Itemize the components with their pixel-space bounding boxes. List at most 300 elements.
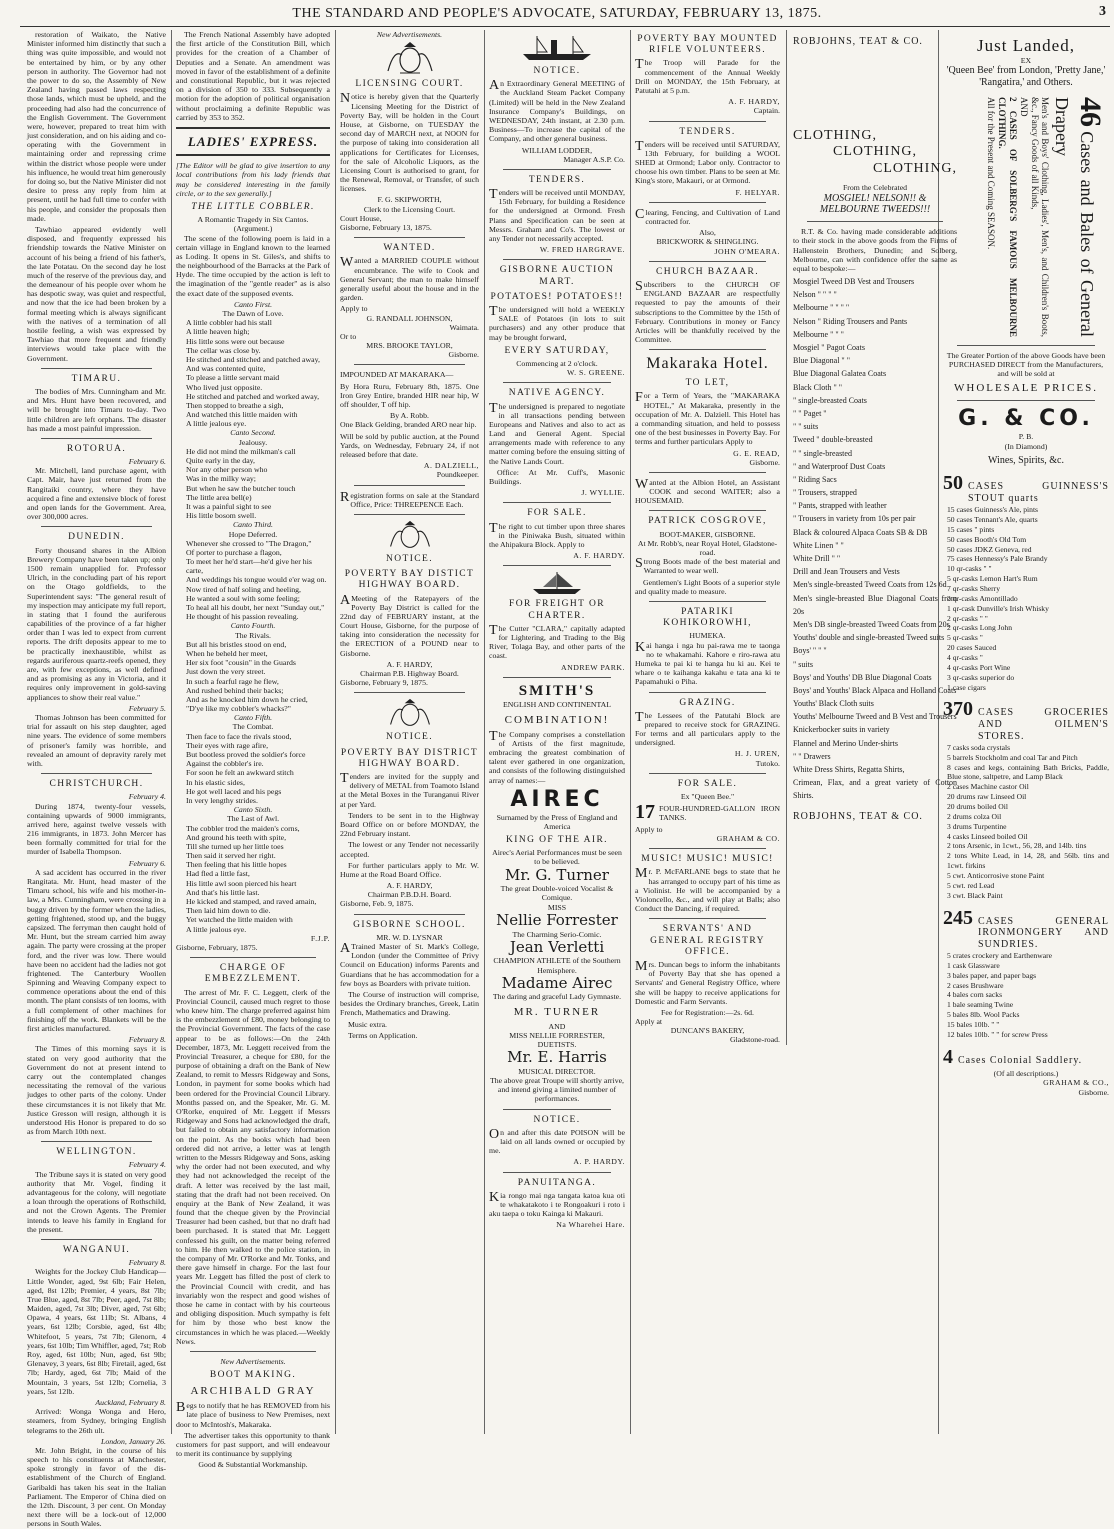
divider xyxy=(41,1141,152,1142)
divider xyxy=(957,400,1095,401)
list-item: 3 cwt. Black Paint xyxy=(947,890,1003,900)
list-item: 5 crates crockery and Earthenware xyxy=(947,950,1052,960)
ad-heading: FOR SALE. xyxy=(527,508,587,519)
ad-heading: GRAZING. xyxy=(679,697,736,708)
canto-subtitle: The Rivals. xyxy=(235,630,271,640)
canto-subtitle: The Combat. xyxy=(232,722,274,732)
newspaper-title: THE STANDARD AND PEOPLE'S ADVOCATE, SATURDAY, FEBRUARY 13, 1875. xyxy=(292,6,822,21)
ad-text: For a Term of Years, the "MAKARAKA HOTEL," At Makaraka, presently in the occupation of Mr. A. Dalziell. This Hotel has a commanding situation, and held to possess one of the best businesses in Poverty Bay. For terms and further particulars Apply to xyxy=(635,390,780,447)
signature: F. HELYAR. xyxy=(735,187,780,197)
poem-subtitle: A Romantic Tragedy in Six Cantos. xyxy=(197,215,309,225)
notice-heading: LICENSING COURT. xyxy=(355,79,464,90)
ad-text: The daring and graceful Lady Gymnaste. xyxy=(492,992,622,1002)
signature: JOHN O'MEARA. xyxy=(714,246,780,256)
list-item: 20 drums raw Linseed Oil xyxy=(947,792,1027,802)
ad-text: Fee for Registration:—2s. 6d. xyxy=(661,1007,754,1017)
list-item: " " single-breasted xyxy=(793,448,852,458)
list-item: 5 barrels Stockholm and coal Tar and Pitch xyxy=(947,752,1078,762)
rotated-drapery-block xyxy=(943,97,1109,337)
canto-subtitle: The Last of Awl. xyxy=(226,814,280,824)
list-item: 4 bales corn sacks xyxy=(947,990,1003,1000)
advertiser-name: ARCHIBALD GRAY xyxy=(190,1385,316,1398)
ad-text: Apply to xyxy=(340,304,368,314)
performer-name: MISS NELLIE FORRESTER, xyxy=(509,1030,605,1040)
notice-text: For further particulars apply to Mr. W. Hume at the Road Board Office. xyxy=(340,860,479,879)
ad-text: The advertiser takes this opportunity to thank customers for past support, and will endeavour to merit its continuance by supplying xyxy=(176,1430,330,1459)
poem-title: THE LITTLE COBBLER. xyxy=(191,201,315,212)
divider xyxy=(503,1109,611,1110)
list-item: 15 cases Guinness's Ale, pints xyxy=(947,505,1039,515)
list-item: 5 cwt. Anticorrosive stone Paint xyxy=(947,870,1045,880)
ad-text: Apply to xyxy=(635,824,663,834)
article-text: The French National Assembly have adopted the first article of the Constitution Bill, which provides for the creation of a Chamber of Deputies and a Senate. An amendment was moved in favor of the establishment of a definite and constitutional Republic, but it was rejected on a division of 350 to 333. Subsequently a motion for the adoption of political organisation without proclaiming a definite Republic was carried by 353 to 352. xyxy=(176,30,330,122)
ad-text: Registration forms on sale at the Standard Office, Price: THREEPENCE Each. xyxy=(340,489,479,509)
divider xyxy=(41,438,152,439)
divider xyxy=(649,510,766,511)
ad-headline: WHOLESALE PRICES. xyxy=(954,382,1098,395)
notice-text: Tenders are invited for the supply and delivery of METAL from Toamoto Island at the Metal Boxes in the Turanganui River at per Yard. xyxy=(340,771,479,809)
ad-heading: FOR SALE. xyxy=(677,778,738,789)
section-heading: TIMARU. xyxy=(71,373,122,384)
divider xyxy=(41,526,152,527)
page-number: 3 xyxy=(1099,4,1106,19)
divider xyxy=(649,773,766,774)
list-item: Blue Diagonal " " xyxy=(793,356,850,366)
list-item: White Drill " " xyxy=(793,554,841,563)
brand-mark: (In Diamond) xyxy=(1004,441,1048,451)
article-text: Mr. Mitchell, land purchase agent, with Capt. Mair, have just returned from the Rangitaiki country, where they have acquired a fine and extensive block of forest and open lands for the Government. Area, over 300,000 acres. xyxy=(27,466,166,522)
ad-text: MUSICAL DIRECTOR. xyxy=(518,1066,596,1076)
ad-text: Airec's Aerial Performances must be seen to be believed. xyxy=(492,848,622,867)
divider xyxy=(41,773,152,774)
list-item: Flannel and Merino Under-shirts xyxy=(793,738,898,748)
location: Gisborne. xyxy=(1078,1087,1109,1097)
ad-subheading: ENGLISH AND CONTINENTAL xyxy=(502,700,612,710)
list-item: 2 qr-casks Amontillado xyxy=(947,593,1018,603)
list-item: 2 cases Brushware xyxy=(947,980,1004,990)
signature-title: Captain. xyxy=(753,106,780,116)
notice-text: Tenders to be sent in to the Highway Board Office on or before MONDAY, the 22nd February instant. xyxy=(340,810,479,839)
location: Tutoko. xyxy=(755,758,780,768)
column-divider xyxy=(484,30,485,1434)
ad-text: The above great Troupe will shortly arrive, and intend giving a limited number of performances. xyxy=(489,1076,625,1104)
ad-subheading: COMBINATION! xyxy=(504,713,610,726)
divider xyxy=(354,914,465,915)
quantity: 245 xyxy=(943,906,973,929)
notice-heading: NOTICE. xyxy=(385,732,433,743)
list-item: " Trousers in variety from 10s per pair xyxy=(793,514,916,524)
ad-heading: WANTED. xyxy=(383,243,436,254)
signature-title: Chairman P.B.D.H. Board. xyxy=(367,890,452,900)
list-item: 15 cases " pints xyxy=(947,524,995,534)
list-item: Nelson " " " " xyxy=(793,290,837,300)
signature-title: Chairman P.B. Highway Board. xyxy=(360,669,459,679)
section-heading: ROTORUA. xyxy=(66,443,127,454)
ad-text: Music extra. xyxy=(348,1019,387,1029)
brand-logo: G. & CO. xyxy=(958,406,1094,432)
signature: H. J. UREN, xyxy=(734,749,780,759)
ad-heading: GISBORNE AUCTION MART. xyxy=(499,265,615,287)
list-item: Mosgiel Tweed DB Vest and Trousers xyxy=(793,277,915,287)
ad-subheading: Ex "Queen Bee." xyxy=(680,792,735,802)
notice-heading: NOTICE. xyxy=(533,1114,581,1125)
article-text: Thomas Johnson has been committed for trial for assault on his step daughter, aged nine years. The evidence of some members of prisoner's family was horrible, and revealed an amount of depravity rarely met with. xyxy=(27,712,166,768)
canto-heading: Canto Third. xyxy=(232,520,273,530)
ad-subheading: HUMEKA. xyxy=(689,631,726,641)
notice-heading: POVERTY BAY DISTICT HIGHWAY BOARD. xyxy=(344,569,475,591)
divider xyxy=(354,364,465,365)
stock-heading xyxy=(943,907,1109,951)
ad-text: The right to cut timber upon three shares in the Piniwaka Bush, situated within the Ahipakura Block. Apply to xyxy=(489,520,625,549)
notice-text: Kia rongo mai nga tangata katoa kua oti te whakatakoto i te Rongoakuri i roto i aku taepa o toku Kainga ki Makauri. xyxy=(489,1189,625,1219)
article-text: Arrived: Wonga Wonga and Hero, steamers, from Sydney, bringing English telegrams to the 26th ult. xyxy=(27,1407,166,1435)
ad-text: One Black Gelding, branded ARO near hip. xyxy=(340,420,477,430)
ad-text: Office: At Mr. Cuff's, Masonic Buildings. xyxy=(489,467,625,487)
stock-title: CASES GROCERIES AND OILMEN'S STORES. xyxy=(978,707,1109,742)
divider xyxy=(41,368,152,369)
royal-crest-icon xyxy=(380,41,440,75)
canto-subtitle: The Dawn of Love. xyxy=(222,309,284,319)
ad-heading: TENDERS. xyxy=(528,174,586,185)
signature: J. WYLLIE. xyxy=(581,488,625,498)
divider xyxy=(649,848,766,849)
ad-headline: CLOTHING, xyxy=(873,160,958,176)
signature: W. S. GREENE. xyxy=(567,368,625,378)
stock-heading xyxy=(943,698,1109,742)
ad-headline: SMITH'S xyxy=(518,682,596,699)
list-item: Men's single-breasted Tweed Coats from 12s 6d xyxy=(793,580,947,590)
stock-title: CASES GUINNESS'S STOUT quarts xyxy=(968,481,1109,505)
canto-subtitle: Jealousy. xyxy=(238,437,268,447)
signature: W. FRED HARGRAVE. xyxy=(539,245,625,255)
list-item: " and Waterproof Dust Coats xyxy=(793,461,886,471)
ad-heading: SERVANTS' AND GENERAL REGISTRY OFFICE. xyxy=(650,924,765,957)
notice-heading: PANUITANGA. xyxy=(517,1177,597,1188)
ad-text: Will be sold by public auction, at the Pound Yards, on Wednesday, February 24, if not released before that date. xyxy=(340,431,479,459)
ad-text: FOUR-HUNDRED-GALLON IRON TANKS. xyxy=(659,803,780,823)
list-item: 4 qr-casks " xyxy=(947,652,983,662)
dateline: Gisborne, Feb. 9, 1875. xyxy=(340,899,414,909)
ad-text: (Of all descriptions.) xyxy=(993,1069,1059,1079)
list-item: 2 tons White Lead, in 14, 28, and 56lb. tins and 1cwt. firkins xyxy=(947,851,1109,871)
signature-title: Clerk to the Licensing Court. xyxy=(363,204,456,214)
ad-text: Tenders will be received until MONDAY, 15th February, for building a Residence for the undersigned at Ormond. Fresh Plans and Specification can be seen at Messrs. Graham and Co's. The lowest or any Tender not necessarily accepted. xyxy=(489,187,625,244)
steamship-icon xyxy=(517,32,597,62)
list-item: " suits xyxy=(793,659,813,669)
notice-text: The lowest or any Tender not necessarily accepted. xyxy=(340,840,479,859)
column-divider xyxy=(630,30,631,1434)
list-item: " " Paget " xyxy=(793,408,827,418)
ad-heading: GISBORNE SCHOOL. xyxy=(353,919,466,930)
list-item: " " Drawers xyxy=(793,751,831,761)
dateline: February 8. xyxy=(128,1035,166,1045)
list-item: " Pants, strapped with leather xyxy=(793,501,887,511)
divider xyxy=(190,957,316,958)
column-divider xyxy=(786,30,787,1045)
location: Waimata. xyxy=(449,322,479,332)
ad-text: The Cutter "CLARA," capitally adapted for Lightering, and Trading to the Big River, Tolaga Bay, and other parts of the coast. xyxy=(489,622,625,661)
list-item: Blue Diagonal Galatea Coats xyxy=(793,369,887,379)
column-divider xyxy=(335,30,336,1434)
ad-text: AND xyxy=(548,1021,566,1031)
notice-text: On and after this date POISON will be laid on all lands owned or occupied by me. xyxy=(489,1126,625,1156)
list-item: Boys' " " " xyxy=(793,646,827,656)
ad-subheading: EVERY SATURDAY, xyxy=(504,345,610,356)
clothing-list xyxy=(793,275,957,803)
list-item: 4 casks Linseed boiled Oil xyxy=(947,831,1028,841)
divider xyxy=(649,261,766,262)
divider xyxy=(649,472,766,473)
notice-text: An Extraordinary General MEETING of the Auckland Steam Packet Company (Limited) will be held in the New Zealand Insurance Company's Buildings, on WEDNESDAY, 24th instant, at 2.30 p.m. Business—To increase the capital of the Company, and other general business. xyxy=(489,78,625,144)
canto-heading: Canto First. xyxy=(233,299,273,309)
list-item: Men's DB single-breasted Tweed Coats from 20s xyxy=(793,619,950,629)
signature: F. G. SKIPWORTH, xyxy=(377,195,442,205)
divider xyxy=(649,349,766,350)
location: Gisborne. xyxy=(448,350,479,360)
signature: G. E. READ, xyxy=(733,448,780,458)
ad-text: Or to xyxy=(340,331,357,341)
poem-argument: The scene of the following poem is laid in a certain village in England known to the learned as Loding. It opens in St. Giles's, and shifts to the neighbourhood of the Barracks at the Park of Hyde. The time occupied by the action is left to the imagination of the "gentle reader" as is also the exact date of the supposed events. xyxy=(176,233,330,298)
ad-text: By A. Robb. xyxy=(390,411,429,421)
list-item: 3 qr-casks superior do xyxy=(947,672,1015,682)
ad-heading: TENDERS. xyxy=(679,126,736,137)
column-6-graham-co xyxy=(940,30,1112,1434)
ad-text: The undersigned is prepared to negotiate in all transactions pending between Europeans and Natives and also to act as Land and General Agent. Special arrangements made with reference to any matter coming before the ensuing sitting of the Native Lands Court. xyxy=(489,400,625,466)
column-5-left xyxy=(635,30,780,1045)
ironmongery-list xyxy=(943,951,1109,1040)
dateline: Gisborne, February 13, 1875. xyxy=(340,223,432,233)
ad-text: Clearing, Fencing, and Cultivation of Land contracted for. xyxy=(635,206,780,227)
ship-names: 'Queen Bee' from London, 'Pretty Jane,' 'Rangatira,' and Others. xyxy=(946,65,1106,89)
section-label: New Advertisements. xyxy=(376,30,443,39)
editor-note: [The Editor will be glad to give insertion to any local contributions from his lady friends that may be considered interesting in the family circle, or to the sex generally.] xyxy=(176,161,330,198)
list-item: White Dress Shirts, Regatta Shirts, xyxy=(793,765,905,774)
list-item: 1 cask Glassware xyxy=(947,960,1000,970)
advertiser-name: ROBJOHNS, TEAT & CO. xyxy=(793,36,923,47)
divider xyxy=(176,127,330,129)
column-divider xyxy=(171,30,172,1434)
ad-heading: PATARIKI KOHIKOROWHI, xyxy=(663,606,752,629)
stock-heading xyxy=(943,472,1109,505)
quantity: 4 xyxy=(943,1045,953,1068)
article-text: A sad accident has occurred in the river Rangitata. Mr. Hunt, head master of the Timaru school, his wife and his mother-in-law, a Mrs. Cunningham, were crossing in a buggy driven by the former when the ladies, getting frightened, stood up, and the buggy capsized. The ferryman then caught hold of Mr. Hunt, but the stream carried him away again. The party were crossing at the proper ford, and the river was low. There would have been no accident had the ladies not got frightened. The Canterbury Woollen Spinning and Weaving Company expect to commence operations about the end of this month. The plant consists of ten looms, with a full complement of other machines for finishing off the work. Blankets will be the first articles manufactured. xyxy=(27,867,166,1033)
ad-heading: IMPOUNDED AT MAKARAKA— xyxy=(340,370,454,380)
ad-text: Surnamed by the Press of England and America xyxy=(496,812,618,831)
list-item: 8 cases and kegs, containing Bath Bricks, Paddle, Blue stone, saltpetre, and Lamp Black xyxy=(947,762,1109,782)
column-3-notices xyxy=(337,30,482,1434)
list-item: Mosgiel " Pagot Coats xyxy=(793,343,865,352)
divider xyxy=(354,514,465,515)
wine-list xyxy=(943,505,1109,692)
divider xyxy=(503,259,611,260)
signature: ANDREW PARK. xyxy=(560,662,625,672)
list-item: White Linen " " xyxy=(793,540,844,550)
canto-heading: Canto Second. xyxy=(230,428,276,438)
ad-headline: Just Landed, xyxy=(977,36,1075,55)
signature: A. F. HARDY, xyxy=(386,881,433,891)
stock-title: Cases Colonial Saddlery. xyxy=(958,1054,1083,1066)
location: Gisborne. xyxy=(749,457,780,467)
divider xyxy=(649,601,766,602)
ad-text: By Hora Ruru, February 8th, 1875. One Iron Grey Entire, branded HIR near hip, W off shoulder, T off hip. xyxy=(340,381,479,410)
list-item: Drill and Jean Trousers and Vests xyxy=(793,567,900,577)
ad-text: The Charming Serio-Comic. xyxy=(512,929,602,939)
dateline: Auckland, February 8. xyxy=(95,1397,166,1407)
ad-subheading: Wines, Spirits, &c. xyxy=(988,454,1064,466)
dateline: February 6. xyxy=(128,457,166,467)
signature: A. F. HARDY. xyxy=(573,551,625,561)
performer-name: Madame Airec xyxy=(501,973,613,992)
ad-headline: Makaraka Hotel. xyxy=(646,355,769,373)
ad-text: Begs to notify that he has REMOVED from his late place of business to New Premises, next door to McIntosh's, Makaraka. xyxy=(176,1400,330,1429)
article-text: restoration of Waikato, the Native Minister informed him distinctly that such a thing was quite impossible, and would not be entertained by him, or by any other person in authority. The Governor had not the power to do so, the Assembly of New Zealand having passed laws respecting those lands, which must be upheld, and the proceeding had also had the concurrence of the English Government. The Government were, however, prepared to treat him with just consideration, and on his aiding and co-operating with the Government in maintaining order and repressing crime within the district whose people were under his influence, he would treat him generously for doing so, but the Native Minister did not desire to press any reply from him at present, until he had full time to confer with his people, and consider the proposals then made. xyxy=(27,30,166,223)
divider xyxy=(957,345,1095,346)
ad-heading: FOR FREIGHT OR CHARTER. xyxy=(509,599,605,621)
list-item: Boys' and Youths' Black Alpaca and Holland Coats xyxy=(793,685,957,695)
ad-text: Tenders will be received until SATURDAY, 13th February, for building a WOOL SHED at Ormond; Labor only. Contractor to choose his own timber. Plans to be seen at Mr. King's store, Makauri, or at Ormond. xyxy=(635,138,780,186)
column-2-ladies-express xyxy=(173,30,333,1470)
list-item: 2 tons Arsenic, in 1cwt., 56, 28, and 14lb. tins xyxy=(947,841,1087,851)
list-item: Nelson " Riding Trousers and Pants xyxy=(793,316,908,326)
grocery-list xyxy=(943,743,1109,901)
list-item: 2 qr-casks " " xyxy=(947,613,988,623)
list-item: " Riding Sacs xyxy=(793,474,837,484)
poem-verse: But all his bristles stood on end, When he beheld her meet, Her six foot "cousin" in the Guards Just down the very street. In such a fearful rage he flew, And rushed behind their backs; And as he knocked him down he cried, "D'ye like my cobbler's whacks?" xyxy=(186,639,308,714)
ad-text: Wanted a MARRIED COUPLE without encumbrance. The wife to Cook and General Servant; the man to make himself generally useful about the house and in the garden. xyxy=(340,255,479,303)
list-item: Black & coloured Alpaca Coats SB & DB xyxy=(793,527,928,537)
divider xyxy=(354,237,465,238)
canto-subtitle: Hope Deferred. xyxy=(228,529,278,539)
sailing-cutter-icon xyxy=(527,571,587,595)
ad-text: EX xyxy=(1020,56,1032,66)
list-item: 50 cases Booth's Old Tom xyxy=(947,534,1027,544)
ad-text: From the Celebrated xyxy=(842,183,908,193)
list-item: 7 casks soda crystals xyxy=(947,742,1011,752)
column-1-telegrams xyxy=(24,30,169,1529)
canto-heading: Canto Fourth. xyxy=(230,621,276,631)
ad-text: MISS xyxy=(547,902,567,912)
ad-heading: MUSIC! MUSIC! MUSIC! xyxy=(641,854,774,865)
notice-heading: NOTICE. xyxy=(385,553,433,564)
ad-text: At Mr. Robb's, near Royal Hotel, Gladstone-road. xyxy=(637,538,778,558)
list-item: 5 cwt. red Lead xyxy=(947,880,995,890)
ad-subheading: 2 CASES OF SOLBERG'S FAMOUS MELBOURNE CLOTHING. xyxy=(997,96,1019,337)
ad-subheading: POTATOES! POTATOES!! xyxy=(490,291,624,302)
ad-text: Apply at xyxy=(635,1017,663,1027)
poem-verse: Whenever she crossed to "The Dragon," Of porter to purchase a flagon, To meet her he'd start—he'd give her his carte, And weddings his tongue would e'er wag on. Now tired of half soling and heeling, He wanted a soul with some feeling; To heal all his doubt, her next "Sunday out," He thought of his passion revealing. xyxy=(186,538,327,622)
list-item: 10 qr-casks " " xyxy=(947,564,992,574)
location: Court House, xyxy=(340,213,382,223)
divider xyxy=(649,692,766,693)
article-text: The bodies of Mrs. Cunningham and Mr. and Mrs. Hunt have been recovered, and will be brought into Timaru to-day. Two little children are left orphans. The disaster has made a most painful impression. xyxy=(27,386,166,433)
section-heading: DUNEDIN. xyxy=(68,532,125,543)
poem-verse: A little cobbler had his stall A little heaven high; His little sons were out because The cellar was close by. He stitched and stitched and patched away, And was contented quite, To please a little servant maid Who lived just opposite. He stitched and patched and worked away, Then stopped to breathe a sigh, And watched this little maiden with A little jealous eye. xyxy=(186,318,320,429)
ad-headline: CLOTHING, xyxy=(793,127,878,143)
ad-text: ATrained Master of St. Mark's College, London (under the Committee of Privy Council on Education) informs Parents and Guardians that he has accommodation for a few boys as Boarders with private tuition. xyxy=(340,941,479,988)
ad-text: The Lessees of the Patutahi Block are prepared to receive stock for GRAZING. For terms and all particulars apply to the undersigned. xyxy=(635,709,780,748)
list-item: 3 drums Turpentine xyxy=(947,821,1007,831)
performer-title: KING OF THE AIR. xyxy=(506,835,608,846)
masthead-rule xyxy=(20,26,1110,27)
ad-text: Wanted at the Albion Hotel, an Assistant COOK and second WAITER; also a HOUSEMAID. xyxy=(635,476,780,506)
quantity: 46 xyxy=(1074,96,1107,127)
dateline: February 4. xyxy=(128,792,166,802)
performer-name: Jean Verletti xyxy=(509,937,605,956)
list-item: Men's single-breasted Blue Diagonal Coats from 20s xyxy=(793,593,958,616)
divider xyxy=(503,565,611,566)
performer-name: AIREC xyxy=(510,786,604,812)
ad-text: The great Double-voiced Vocalist & Comique. xyxy=(500,884,614,903)
list-item: 2 cases Machine castor Oil xyxy=(947,782,1029,792)
ad-subheading: MOSGIEL! NELSON!! & MELBOURNE TWEEDS!!! xyxy=(819,192,931,216)
list-item: Boys' and Youths' DB Blue Diagonal Coats xyxy=(793,672,932,682)
ad-text: Terms on Application. xyxy=(348,1030,418,1040)
dateline: London, January 26. xyxy=(101,1436,166,1446)
list-item: Youths' double and single-breasted Tweed suits xyxy=(793,633,945,643)
for-sale-tanks xyxy=(635,801,780,825)
list-item: 15 bales 10lb. " " xyxy=(947,1019,1000,1029)
list-item: 2 drums colza Oil xyxy=(947,811,1002,821)
section-label: New Advertisements. xyxy=(220,1356,286,1366)
section-heading: LADIES' EXPRESS. xyxy=(187,133,319,149)
location: Gladstone-road. xyxy=(729,1035,780,1045)
signature: F.J.P. xyxy=(310,933,330,943)
divider xyxy=(354,485,465,486)
signature: A. F. HARDY, xyxy=(728,97,780,107)
advertiser-name: ROBJOHNS, TEAT & CO. xyxy=(793,810,923,822)
signature: A. F. HARDY, xyxy=(386,659,433,669)
divider xyxy=(354,692,465,693)
performer-name: Nellie Forrester xyxy=(496,910,618,929)
masthead xyxy=(0,0,1114,28)
signature: G. RANDALL JOHNSON, xyxy=(366,313,453,323)
article-text: The Tribune says it is stated on very good authority that Mr. Vogel, finding it advantageous for the colony, will negotiate a loan through the operations of Rothschild, and not the Crown Agents. The Premier intends to leave his family in England for the present. xyxy=(27,1169,166,1234)
ad-text: The Company comprises a constellation of Artists of the first magnitude, embracing the greatest combination of talent ever gathered in one organization, and consists of the following distinguished array of names:— xyxy=(489,728,625,785)
list-item: 20 drums boiled Oil xyxy=(947,801,1008,811)
ad-heading: CHURCH BAZAAR. xyxy=(656,266,759,277)
ad-text: Kai hanga i nga hu pai-rawa me te taonga no te whakamahi. Kahore e riro-rawa atu Humeka te pai ki te hanga hu ki au. Kei te whare o te kaihanga kakahu e tata ana ki te Papamahuki o Piha. xyxy=(635,639,780,687)
ad-text: R.T. & Co. having made considerable additions to their stock in the above goods from the Firms of Hallenstein Brothers, Dunedin; and Solberg, Melbourne, can with confidence offer the same as equal to bespoke:— xyxy=(793,227,958,273)
canto-heading: Canto Fifth. xyxy=(233,713,273,723)
ad-text: Gentlemen's Light Boots of a superior style and quality made to measure. xyxy=(635,577,780,596)
list-item: 20 cases Sauced xyxy=(947,643,997,653)
list-item: 3 bales paper, and paper bags xyxy=(947,970,1037,980)
ad-text: AND xyxy=(1018,96,1029,117)
ad-heading: POVERTY BAY MOUNTED RIFLE VOLUNTEERS. xyxy=(637,34,778,56)
article-text: Tawhiao appeared evidently well disposed, and frequently expressed his friendship towards the Native Minister on account of his being a friend of his father's, the late Potatau. On the second day he lost much of the reserve of the previous day, and the demeanour of his people over whom he has despotic sway, was quiet and respectful, and now that the ice had been broken by a formal meeting which is always significant with the natives of a termination of all hostile feeling, a wish was expressed by Tawhiao that more frequent and friendly interviews would take place with the Government. xyxy=(27,224,166,363)
notice-text: Notice is hereby given that the Quarterly Licensing Meeting for the District of Poverty Bay, will be holden in the Court House, at Gisborne, on TUESDAY the second day of MARCH next, at NOON for the purpose of taking into consideration all applications for Certificates for Licenses, for the sale of Alcoholic Liquors, as the Licensing Court is authorised to grant, for the Renewal, Removal, or Transfer, of such licenses. xyxy=(340,91,479,194)
ad-text: Subscribers to the CHURCH OF ENGLAND BAZAAR are respectfully requested to pay the amounts of their subscriptions to the Committee by the 15th of February. Contributions in money or Fancy Articles will be thankfully received by the Committee. xyxy=(635,279,780,345)
ad-subheading: TO LET, xyxy=(685,378,730,389)
ad-subheading: BRICKWORK & SHINGLING. xyxy=(656,237,759,247)
ad-heading: PATRICK COSGROVE, xyxy=(648,516,767,527)
divider xyxy=(176,154,330,156)
dateline: Gisborne, February 9, 1875. xyxy=(340,678,428,688)
quantity: 50 xyxy=(943,472,963,495)
stock-title: CASES GENERAL IRONMONGERY AND SUNDRIES. xyxy=(978,915,1109,951)
article-text: Weights for the Jockey Club Handicap—Little Wonder, aged, 9st 6lb; Fair Helen, aged, 8st 12lb; Premier, 4 years, 8st 7lb; True Blue, aged, 8st 7lb; Peer, aged, 7st 8lb; Maiden, aged, 7st 3lb; Diver, aged, 7st 6lb; Opawa, 4 years, 6st 11lb; St. Albans, 4 years, 6st 12lb; Corsbie, aged, 6st 4lb; Whitefoot, 5 years, 7st 7lb; Glenorn, 4 years, 6st 10lb; Tim Whiffler, aged, 7st; Rob Roy, aged, 6st 10lb; Nun, aged, 6st 9lb; Glenavey, 3 years, 6st 8lb; Firetail, aged, 6st 7lb; Hardy, aged, 6st 7lb; Maid of the Mountain, 3 years, 5st 12lb; Cornelia, 3 years, 5st 12lb. xyxy=(27,1267,166,1396)
list-item: 50 cases JDKZ Geneva, red xyxy=(947,544,1032,554)
royal-crest-icon xyxy=(383,520,437,550)
list-item: Youths' Melbourne Tweed and B Vest and Trousers xyxy=(793,712,957,722)
article-text: During 1874, twenty-four vessels, containing upwards of 9000 immigrants, arrived here, against twelve vessels with 216 immigrants, in 1873. John Mercer has been formally committed for trial for the murder of Isabella Thompson. xyxy=(27,801,166,857)
divider xyxy=(807,221,943,222)
list-item: " Trousers, strapped xyxy=(793,488,857,498)
article-text: Forty thousand shares in the Albion Brewery Company have been taken up; only 1500 remain unapplied for. Professor Ulrich, in the concluding part of his report on the Otago goldfields, to the Superintendent says: "The general result of my inspection may anticipate my full report, in stating that I found the auriferous capabilities of the province of a far higher order than I was led to expect from current reports. The drift deposits appear to me to be practically inexhaustible, whilst as regards auriferous quartz-reefs opened, they are, with few exceptions, as well defined and as promising as any in Victoria, and it requires only improvement in gold-saving appliances to show their real value." xyxy=(27,545,167,702)
article-text: The arrest of Mr. F. C. Leggett, clerk of the Provincial Council, caused much regret to those who knew him. The charge preferred against him is the embezzlement of £80, money belonging to the Provincial Government. The facts of the case appear to be as follows:—On the 24th December, 1873, Mr. Leggett received from the Provincial Treasurer, a cheque for £80, for the purpose of obtaining a draft on the Bank of New Zealand, to remit to Messrs Ridgeway and Sons, London, in payment for some books which had been ordered for the Provincial Council Library. Months passed on, and the Speaker, Mr. G. M. O'Rorke, enquired of Mr. Leggett if Messrs Ridgeway and Sons had acknowledged the draft, but failed to obtain any satisfactory information on the point. As the books which had been ordered did not arrive, a letter was at length written to the Messrs Ridgeway and Sons, asking why the order had not been executed, and why they had not acknowledged the receipt of the draft. A letter was received by the last mail, stating that the draft had not been received. On enquiry at the Bank of New Zealand, it was found that the cheque given by the Provincial Treasurer had been cashed, but that no draft had been purchased. It is stated that Mr. Leggett confessed his guilt, on the matter being referred to him. He then walked to the police station, in the company of Mr. O'Rorke and Mr. Tonks, and there gave himself in charge. For the last four years Mr. Leggett has filled the post of clerk to the Provincial Council with credit, and has invariably won the respect and good wishes of those he came in contact with by his courteous and obliging disposition. Much sympathy is felt for him by those who best know the circumstances in which he was placed.—Weekly News. xyxy=(176,987,330,1346)
signature: WILLIAM LODDER, xyxy=(521,145,593,155)
list-item: " single-breasted Coats xyxy=(793,395,867,405)
